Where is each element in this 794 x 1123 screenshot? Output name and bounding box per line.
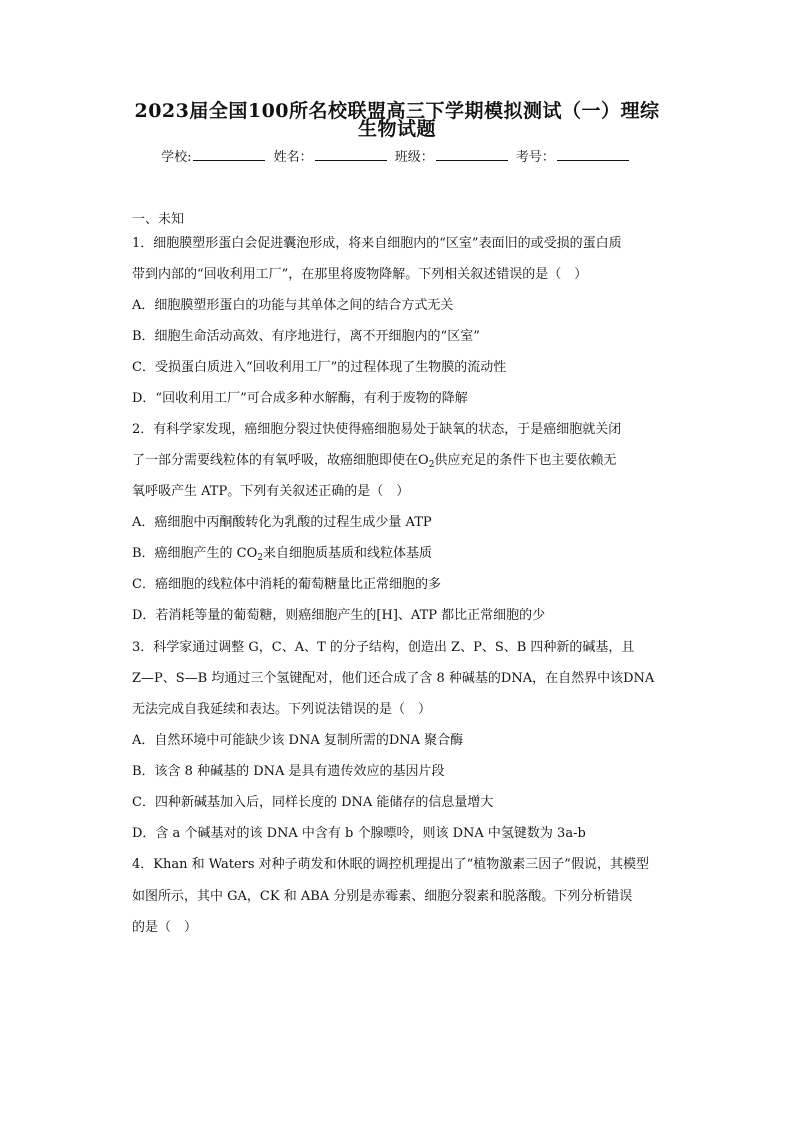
q2-co2-subscript: 2 xyxy=(257,553,264,563)
q2-o2-symbol: O xyxy=(418,453,429,468)
exam-no-label: 考号： xyxy=(515,150,555,165)
q2-stem-line2 xyxy=(132,453,668,469)
q3-stem-line3: 无法完成自我延续和表达。下列说法错误的是（ ） xyxy=(132,702,432,717)
q1-option-b: B．细胞生命活动高效、有序地进行，离不开细胞内的“区室” xyxy=(132,329,480,344)
q3-option-d: D．含 a 个碱基对的该 DNA 中含有 b 个腺嘌呤，则该 DNA 中氢键数为 3a-b xyxy=(132,826,586,841)
exam-no-blank[interactable] xyxy=(557,148,629,161)
school-blank[interactable] xyxy=(193,148,265,161)
exam-title-line2: 生物试题 xyxy=(357,118,436,140)
q1-stem-line1: 1．细胞膜塑形蛋白会促进囊泡形成，将来自细胞内的“区室”表面旧的或受损的蛋白质 xyxy=(132,236,622,251)
q2-stem-line2-a: 了一部分需要线粒体的有氧呼吸，故癌细胞即使在 xyxy=(132,453,419,468)
q3-option-a: A．自然环境中可能缺少该 DNA 复制所需的DNA 聚合酶 xyxy=(132,733,464,748)
q2-o2-subscript: 2 xyxy=(428,460,435,470)
q1-option-a: A．细胞膜塑形蛋白的功能与其单体之间的结合方式无关 xyxy=(132,298,454,313)
school-label: 学校: xyxy=(161,150,192,165)
q2-stem-line1: 2．有科学家发现，癌细胞分裂过快使得癌细胞易处于缺氧的状态，于是癌细胞就关闭 xyxy=(132,422,622,437)
q3-stem-line2: Z—P、S—B 均通过三个氢键配对，他们还合成了含 8 种碱基的DNA，在自然界中该DNA xyxy=(132,671,655,686)
q4-stem-line2: 如图所示，其中 GA，CK 和 ABA 分别是赤霉素、细胞分裂素和脱落酸。下列分析错误 xyxy=(132,889,633,904)
q2-option-d: D．若消耗等量的葡萄糖，则癌细胞产生的[H]、ATP 都比正常细胞的少 xyxy=(132,608,546,623)
q2-option-b-b: 来自细胞质基质和线粒体基质 xyxy=(263,546,433,561)
q1-option-d: D．“回收利用工厂”可合成多种水解酶，有利于废物的降解 xyxy=(132,391,468,406)
section-title: 一、未知 xyxy=(132,212,185,227)
exam-title-line1: 2023届全国100所名校联盟高三下学期模拟测试（一）理综 xyxy=(134,100,660,122)
q2-stem-line3: 氧呼吸产生 ATP。下列有关叙述正确的是（ ） xyxy=(132,484,410,499)
q2-option-c: C．癌细胞的线粒体中消耗的葡萄糖量比正常细胞的多 xyxy=(132,577,441,592)
q2-option-b-a: B．癌细胞产生的 CO xyxy=(132,546,258,561)
student-info-row xyxy=(0,146,794,165)
q3-option-c: C．四种新碱基加入后，同样长度的 DNA 能储存的信息量增大 xyxy=(132,795,494,810)
q4-stem-line3: 的是（ ） xyxy=(132,920,198,935)
q2-option-b xyxy=(132,546,668,562)
q2-stem-line2-b: 供应充足的条件下也主要依赖无 xyxy=(434,453,617,468)
q3-stem-line1: 3．科学家通过调整 G，C、A、T 的分子结构，创造出 Z、P、S、B 四种新的碱基，且 xyxy=(132,640,635,655)
q2-option-a: A．癌细胞中丙酮酸转化为乳酸的过程生成少量 ATP xyxy=(132,515,432,530)
class-label: 班级： xyxy=(394,150,434,165)
q4-stem-line1: 4．Khan 和 Waters 对种子萌发和休眠的调控机理提出了“植物激素三因子”假说，其模型 xyxy=(132,857,649,872)
q1-stem-line2: 带到内部的“回收利用工厂”，在那里将废物降解。下列相关叙述错误的是（ ） xyxy=(132,267,588,282)
q3-option-b: B．该含 8 种碱基的 DNA 是具有遗传效应的基因片段 xyxy=(132,764,445,779)
name-label: 姓名： xyxy=(273,150,313,165)
name-blank[interactable] xyxy=(315,148,387,161)
q1-option-c: C．受损蛋白质进入“回收利用工厂”的过程体现了生物膜的流动性 xyxy=(132,360,507,375)
class-blank[interactable] xyxy=(436,148,508,161)
